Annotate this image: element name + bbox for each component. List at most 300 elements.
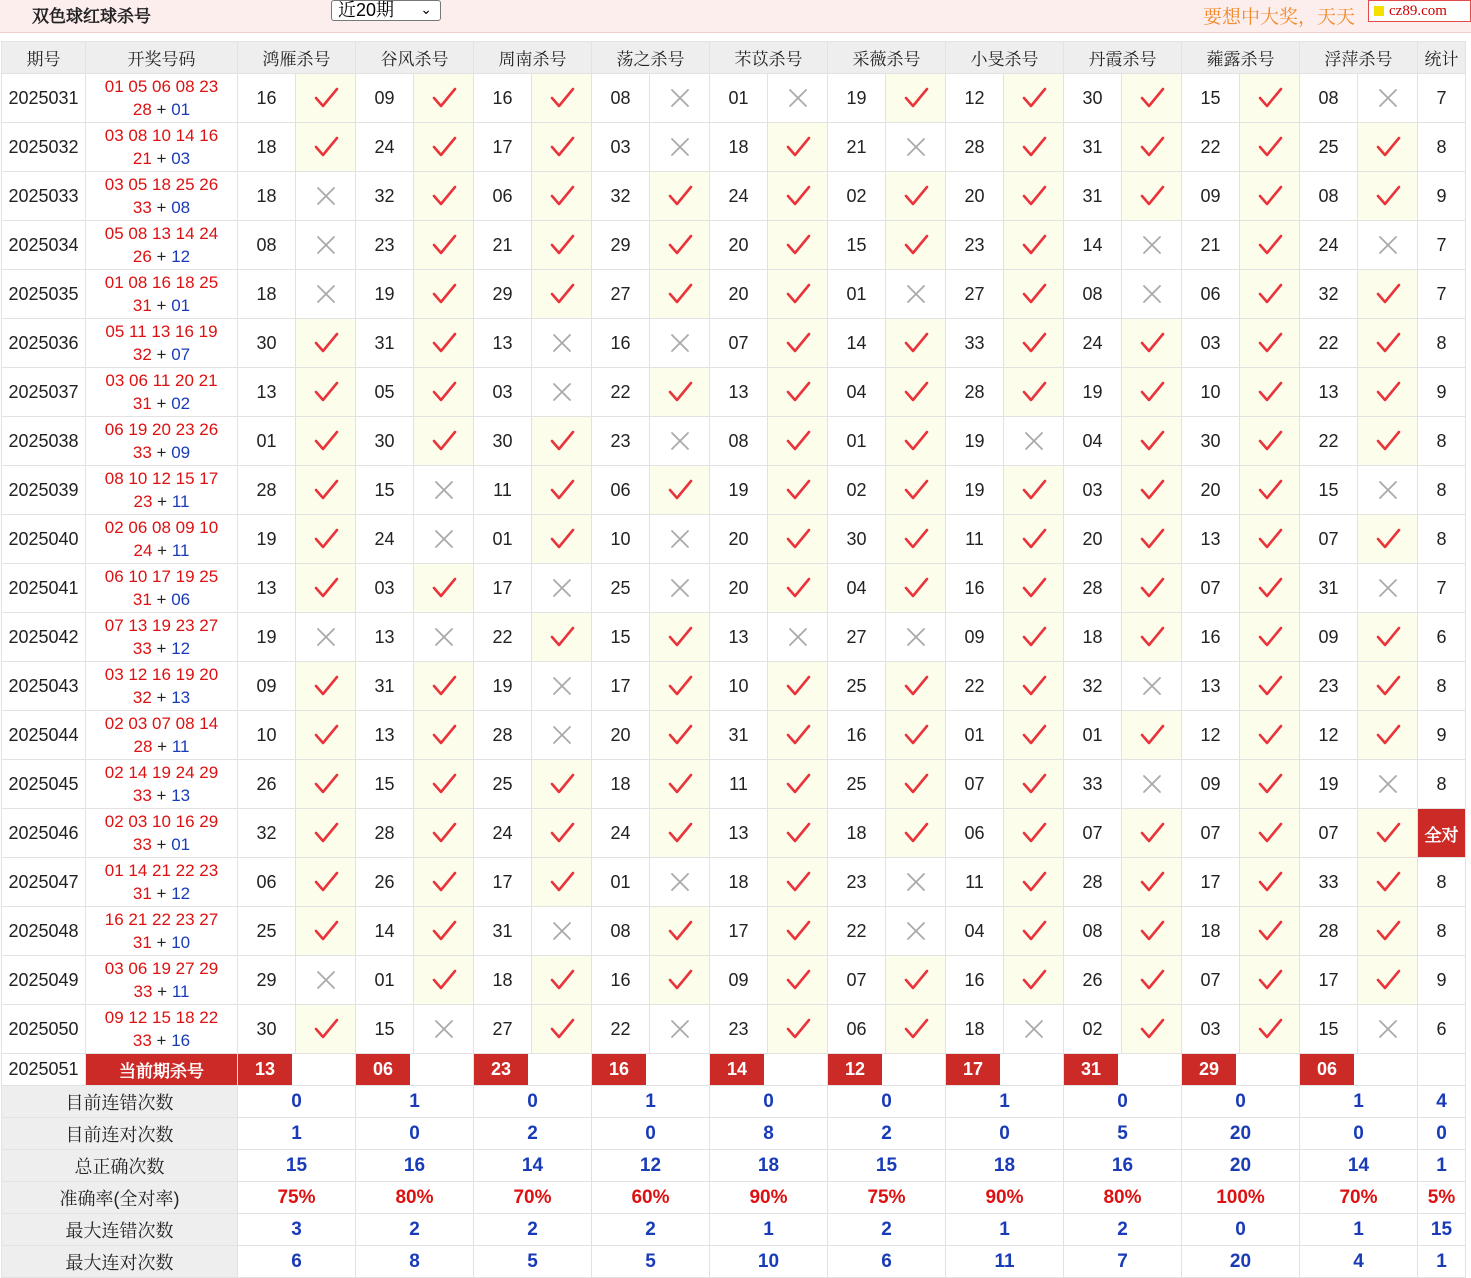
result-mark-cell: [296, 319, 356, 368]
result-mark-cell: [1004, 907, 1064, 956]
result-mark-cell: [1240, 74, 1300, 123]
plus-sign: +: [152, 737, 172, 756]
table-row: [2, 319, 1466, 368]
result-mark-cell: [414, 613, 474, 662]
check-icon: [549, 232, 575, 258]
red-balls-line1: 03 08 10 14 16: [104, 126, 219, 145]
draw-numbers-cell: [86, 956, 238, 1005]
result-mark-cell: [296, 1005, 356, 1054]
kill-number-cell: 12: [946, 74, 1004, 123]
kill-number-cell: 11: [946, 515, 1004, 564]
kill-number-cell: 17: [474, 564, 532, 613]
check-icon: [903, 673, 929, 699]
summary-value: 80%: [1064, 1182, 1182, 1214]
kill-number-cell: 06: [828, 1005, 886, 1054]
summary-value: 14: [474, 1150, 592, 1182]
summary-value: 20: [1182, 1150, 1300, 1182]
red-ball-6: 31: [132, 394, 152, 413]
result-mark-cell: [1358, 466, 1418, 515]
kill-number-cell: 26: [238, 760, 296, 809]
kill-number-cell: 06: [238, 858, 296, 907]
kill-number-cell: 31: [356, 662, 414, 711]
kill-number-cell: 09: [1300, 613, 1358, 662]
kill-number-cell: 19: [946, 466, 1004, 515]
plus-sign: +: [151, 1031, 172, 1050]
result-mark-cell: [1004, 662, 1064, 711]
result-mark-cell: [886, 417, 946, 466]
kill-number-cell: 15: [356, 466, 414, 515]
summary-value: 75%: [238, 1182, 356, 1214]
kill-number-cell: 25: [474, 760, 532, 809]
result-mark-cell: [650, 515, 710, 564]
summary-value: 0: [828, 1086, 946, 1118]
blue-ball: 10: [171, 933, 191, 952]
check-icon: [431, 85, 457, 111]
kill-number-cell: 28: [1064, 564, 1122, 613]
result-mark-cell: [1004, 858, 1064, 907]
summary-value: 1: [1300, 1086, 1418, 1118]
check-icon: [1257, 575, 1283, 601]
kill-number-cell: 13: [710, 368, 768, 417]
check-icon: [785, 379, 811, 405]
result-mark-cell: [768, 711, 828, 760]
red-ball-6: 33: [132, 639, 152, 658]
result-mark-cell: [532, 564, 592, 613]
kill-number-cell: 32: [1064, 662, 1122, 711]
kill-number-cell: 12: [1182, 711, 1240, 760]
result-mark-cell: [1358, 123, 1418, 172]
cross-icon: [785, 85, 811, 111]
kill-number-cell: 07: [1300, 515, 1358, 564]
check-icon: [1375, 820, 1401, 846]
kill-number-cell: 15: [1182, 74, 1240, 123]
summary-label: 最大连错次数: [2, 1214, 238, 1246]
col-header-expert-8: 丹霞杀号: [1064, 42, 1182, 74]
result-mark-cell: [414, 74, 474, 123]
kill-number-cell: 18: [238, 172, 296, 221]
table-row: [2, 368, 1466, 417]
result-mark-cell: [414, 515, 474, 564]
summary-label: 目前连错次数: [2, 1086, 238, 1118]
blue-ball: 13: [171, 688, 191, 707]
issue-cell: 2025045: [2, 760, 86, 809]
kill-number-cell: 31: [1300, 564, 1358, 613]
kill-number-cell: 25: [1300, 123, 1358, 172]
kill-number-cell: 19: [474, 662, 532, 711]
red-ball-6: 26: [132, 247, 152, 266]
kill-number-cell: 28: [1064, 858, 1122, 907]
cross-icon: [313, 183, 339, 209]
result-mark-cell: [650, 466, 710, 515]
issue-cell: 2025035: [2, 270, 86, 319]
slogan-ticker: 要想中大奖，天天: [1203, 7, 1356, 28]
red-balls-line1: 05 11 13 16 19: [105, 322, 218, 341]
summary-value: 8: [710, 1118, 828, 1150]
kill-number-cell: 02: [1064, 1005, 1122, 1054]
issue-cell: 2025040: [2, 515, 86, 564]
summary-value: 1: [710, 1214, 828, 1246]
red-balls-line1: 06 10 17 19 25: [104, 567, 219, 586]
kill-number-cell: 19: [238, 515, 296, 564]
site-logo[interactable]: [1368, 0, 1471, 22]
kill-number-cell: 30: [474, 417, 532, 466]
table-row: [2, 907, 1466, 956]
kill-number-cell: 07: [828, 956, 886, 1005]
kill-number-cell: 14: [1064, 221, 1122, 270]
result-mark-cell: [768, 221, 828, 270]
kill-number-cell: 01: [238, 417, 296, 466]
check-icon: [1139, 85, 1165, 111]
blue-ball: 09: [171, 443, 191, 462]
summary-value: 1: [946, 1214, 1064, 1246]
check-icon: [667, 771, 693, 797]
cross-icon: [313, 232, 339, 258]
check-icon: [313, 526, 339, 552]
check-icon: [1139, 526, 1165, 552]
check-icon: [313, 771, 339, 797]
result-mark-cell: [886, 466, 946, 515]
red-ball-6: 33: [132, 1031, 152, 1050]
result-mark-cell: [414, 809, 474, 858]
result-mark-cell: [296, 907, 356, 956]
current-stat-cell: [1418, 1054, 1466, 1086]
check-icon: [1139, 575, 1165, 601]
result-mark-cell: [768, 858, 828, 907]
check-icon: [785, 722, 811, 748]
result-mark-cell: [886, 858, 946, 907]
period-select[interactable]: [331, 0, 441, 21]
kill-number-cell: 10: [238, 711, 296, 760]
kill-number-cell: 24: [356, 123, 414, 172]
kill-number-cell: 22: [474, 613, 532, 662]
stat-cell: 8: [1418, 515, 1466, 564]
issue-cell: 2025031: [2, 74, 86, 123]
check-icon: [1257, 820, 1283, 846]
red-ball-6: 24: [133, 541, 153, 560]
table-row: [2, 74, 1466, 123]
draw-numbers-cell: [86, 466, 238, 515]
result-mark-cell: [296, 515, 356, 564]
current-kill-cell: [1182, 1054, 1300, 1086]
result-mark-cell: [1358, 417, 1418, 466]
red-balls-line1: 09 12 15 18 22: [104, 1008, 219, 1027]
result-mark-cell: [1358, 172, 1418, 221]
kill-number-cell: 29: [474, 270, 532, 319]
cross-icon: [903, 918, 929, 944]
kill-number-cell: 16: [946, 564, 1004, 613]
check-icon: [667, 967, 693, 993]
result-mark-cell: [1358, 809, 1418, 858]
summary-value: 80%: [356, 1182, 474, 1214]
summary-value: 3: [238, 1214, 356, 1246]
issue-cell: 2025032: [2, 123, 86, 172]
current-issue-cell: 2025051: [2, 1054, 86, 1086]
result-mark-cell: [1358, 760, 1418, 809]
check-icon: [1139, 820, 1165, 846]
summary-value: 0: [1300, 1118, 1418, 1150]
check-icon: [1375, 869, 1401, 895]
kill-number-cell: 13: [710, 613, 768, 662]
check-icon: [785, 281, 811, 307]
result-mark-cell: [1240, 466, 1300, 515]
check-icon: [1021, 771, 1047, 797]
kill-number-cell: 09: [1182, 172, 1240, 221]
table-row: [2, 123, 1466, 172]
result-mark-cell: [1240, 956, 1300, 1005]
summary-value: 14: [1300, 1150, 1418, 1182]
stat-cell: 8: [1418, 417, 1466, 466]
plus-sign: +: [151, 149, 172, 168]
result-mark-cell: [768, 172, 828, 221]
table-row: [2, 662, 1466, 711]
red-ball-6: 33: [132, 835, 152, 854]
blue-ball: 11: [171, 541, 190, 560]
check-icon: [1257, 134, 1283, 160]
issue-cell: 2025039: [2, 466, 86, 515]
kill-number-cell: 23: [1300, 662, 1358, 711]
check-icon: [1021, 673, 1047, 699]
result-mark-cell: [1122, 907, 1182, 956]
stat-cell: 8: [1418, 662, 1466, 711]
cross-icon: [1375, 771, 1401, 797]
check-icon: [431, 820, 457, 846]
kill-number-cell: 31: [710, 711, 768, 760]
kill-number-cell: 06: [474, 172, 532, 221]
result-mark-cell: [1004, 368, 1064, 417]
kill-number-cell: 27: [592, 270, 650, 319]
kill-number-cell: 16: [238, 74, 296, 123]
result-mark-cell: [532, 368, 592, 417]
table-row: [2, 760, 1466, 809]
table-row: [2, 221, 1466, 270]
result-mark-cell: [650, 270, 710, 319]
kill-number-cell: 22: [946, 662, 1004, 711]
result-mark-cell: [1004, 319, 1064, 368]
red-ball-6: 31: [132, 296, 152, 315]
kill-number-cell: 10: [592, 515, 650, 564]
result-mark-cell: [532, 907, 592, 956]
check-icon: [1021, 134, 1047, 160]
result-mark-cell: [768, 1005, 828, 1054]
check-icon: [785, 183, 811, 209]
result-mark-cell: [1122, 613, 1182, 662]
chevron-down-icon: ⌄: [420, 1, 432, 17]
kill-number-cell: 28: [238, 466, 296, 515]
summary-value: 0: [710, 1086, 828, 1118]
result-mark-cell: [532, 760, 592, 809]
draw-numbers-cell: [86, 74, 238, 123]
summary-stat-value: 15: [1418, 1214, 1466, 1246]
plus-sign: +: [152, 982, 172, 1001]
kill-number-cell: 22: [592, 368, 650, 417]
result-mark-cell: [414, 564, 474, 613]
summary-value: 0: [1182, 1214, 1300, 1246]
result-mark-cell: [768, 515, 828, 564]
table-row: [2, 172, 1466, 221]
result-mark-cell: [1358, 319, 1418, 368]
red-ball-6: 33: [132, 443, 152, 462]
summary-value: 16: [1064, 1150, 1182, 1182]
result-mark-cell: [296, 123, 356, 172]
check-icon: [667, 477, 693, 503]
blue-ball: 16: [171, 1031, 191, 1050]
kill-number-cell: 30: [828, 515, 886, 564]
summary-value: 0: [474, 1086, 592, 1118]
red-balls-line1: 05 08 13 14 24: [104, 224, 219, 243]
stat-cell: 8: [1418, 907, 1466, 956]
result-mark-cell: [1358, 662, 1418, 711]
draw-numbers-cell: [86, 368, 238, 417]
current-kill-number: 16: [592, 1054, 646, 1085]
table-row: [2, 515, 1466, 564]
kill-number-cell: 19: [238, 613, 296, 662]
result-mark-cell: [414, 711, 474, 760]
col-header-expert-5: 芣苡杀号: [710, 42, 828, 74]
cross-icon: [667, 330, 693, 356]
kill-number-cell: 13: [1182, 515, 1240, 564]
result-mark-cell: [532, 1005, 592, 1054]
cross-icon: [785, 624, 811, 650]
check-icon: [1021, 820, 1047, 846]
kill-number-cell: 04: [946, 907, 1004, 956]
cross-icon: [667, 85, 693, 111]
kill-number-cell: 13: [356, 613, 414, 662]
check-icon: [1375, 918, 1401, 944]
summary-value: 1: [356, 1086, 474, 1118]
red-ball-6: 31: [132, 884, 152, 903]
check-icon: [431, 722, 457, 748]
draw-numbers-cell: [86, 319, 238, 368]
issue-cell: 2025033: [2, 172, 86, 221]
cross-icon: [1139, 673, 1165, 699]
result-mark-cell: [1240, 221, 1300, 270]
kill-number-cell: 18: [592, 760, 650, 809]
kill-number-cell: 18: [474, 956, 532, 1005]
check-icon: [1139, 330, 1165, 356]
summary-value: 2: [828, 1118, 946, 1150]
blue-ball: 03: [171, 149, 191, 168]
check-icon: [549, 477, 575, 503]
kill-number-cell: 16: [474, 74, 532, 123]
cross-icon: [667, 428, 693, 454]
cross-icon: [667, 869, 693, 895]
result-mark-cell: [1240, 711, 1300, 760]
kill-number-cell: 24: [356, 515, 414, 564]
kill-number-cell: 08: [1064, 270, 1122, 319]
check-icon: [1139, 1016, 1165, 1042]
red-balls-line1: 01 14 21 22 23: [104, 861, 219, 880]
check-icon: [313, 1016, 339, 1042]
result-mark-cell: [532, 123, 592, 172]
summary-value: 100%: [1182, 1182, 1300, 1214]
result-mark-cell: [650, 123, 710, 172]
current-kill-cell: [356, 1054, 474, 1086]
result-mark-cell: [650, 711, 710, 760]
result-mark-cell: [414, 760, 474, 809]
result-mark-cell: [414, 221, 474, 270]
summary-value: 20: [1182, 1246, 1300, 1278]
check-icon: [1021, 477, 1047, 503]
plus-sign: +: [151, 688, 172, 707]
check-icon: [1257, 722, 1283, 748]
check-icon: [1021, 624, 1047, 650]
issue-cell: 2025042: [2, 613, 86, 662]
draw-numbers-cell: [86, 221, 238, 270]
red-balls-line1: 08 10 12 15 17: [104, 469, 219, 488]
check-icon: [549, 771, 575, 797]
col-header-expert-10: 浮萍杀号: [1300, 42, 1418, 74]
check-icon: [1021, 281, 1047, 307]
check-icon: [1257, 918, 1283, 944]
result-mark-cell: [650, 417, 710, 466]
kill-number-cell: 01: [592, 858, 650, 907]
result-mark-cell: [1122, 74, 1182, 123]
check-icon: [1139, 722, 1165, 748]
result-mark-cell: [1122, 270, 1182, 319]
kill-number-cell: 30: [1182, 417, 1240, 466]
result-mark-cell: [1240, 515, 1300, 564]
kill-number-cell: 03: [592, 123, 650, 172]
result-mark-cell: [886, 515, 946, 564]
result-mark-cell: [414, 417, 474, 466]
check-icon: [903, 477, 929, 503]
result-mark-cell: [296, 564, 356, 613]
check-icon: [785, 330, 811, 356]
kill-number-cell: 11: [474, 466, 532, 515]
kill-number-cell: 13: [356, 711, 414, 760]
col-header-issue: 期号: [2, 42, 86, 74]
current-kill-cell: [1064, 1054, 1182, 1086]
kill-number-cell: 24: [710, 172, 768, 221]
result-mark-cell: [532, 662, 592, 711]
check-icon: [667, 722, 693, 748]
result-mark-cell: [296, 613, 356, 662]
kill-number-cell: 19: [1064, 368, 1122, 417]
kill-number-cell: 21: [828, 123, 886, 172]
draw-numbers-cell: [86, 613, 238, 662]
kill-number-cell: 02: [828, 466, 886, 515]
summary-value: 60%: [592, 1182, 710, 1214]
red-balls-line1: 03 06 19 27 29: [104, 959, 219, 978]
check-icon: [1257, 232, 1283, 258]
blue-ball: 01: [171, 100, 191, 119]
red-balls-line1: 01 08 16 18 25: [104, 273, 219, 292]
kill-number-cell: 07: [946, 760, 1004, 809]
draw-numbers-cell: [86, 515, 238, 564]
draw-numbers-cell: [86, 1005, 238, 1054]
summary-label: 准确率(全对率): [2, 1182, 238, 1214]
result-mark-cell: [768, 809, 828, 858]
check-icon: [1257, 477, 1283, 503]
check-icon: [903, 820, 929, 846]
kill-number-cell: 13: [474, 319, 532, 368]
kill-number-cell: 14: [356, 907, 414, 956]
kill-number-cell: 17: [710, 907, 768, 956]
cross-icon: [549, 330, 575, 356]
kill-number-cell: 01: [828, 270, 886, 319]
issue-cell: 2025041: [2, 564, 86, 613]
summary-value: 11: [946, 1246, 1064, 1278]
result-mark-cell: [532, 956, 592, 1005]
kill-number-cell: 05: [356, 368, 414, 417]
check-icon: [1375, 330, 1401, 356]
cross-icon: [1139, 232, 1165, 258]
current-kill-cell: [1300, 1054, 1418, 1086]
result-mark-cell: [532, 711, 592, 760]
col-header-expert-9: 蕹露杀号: [1182, 42, 1300, 74]
current-kill-number: 13: [238, 1054, 292, 1085]
result-mark-cell: [1122, 564, 1182, 613]
